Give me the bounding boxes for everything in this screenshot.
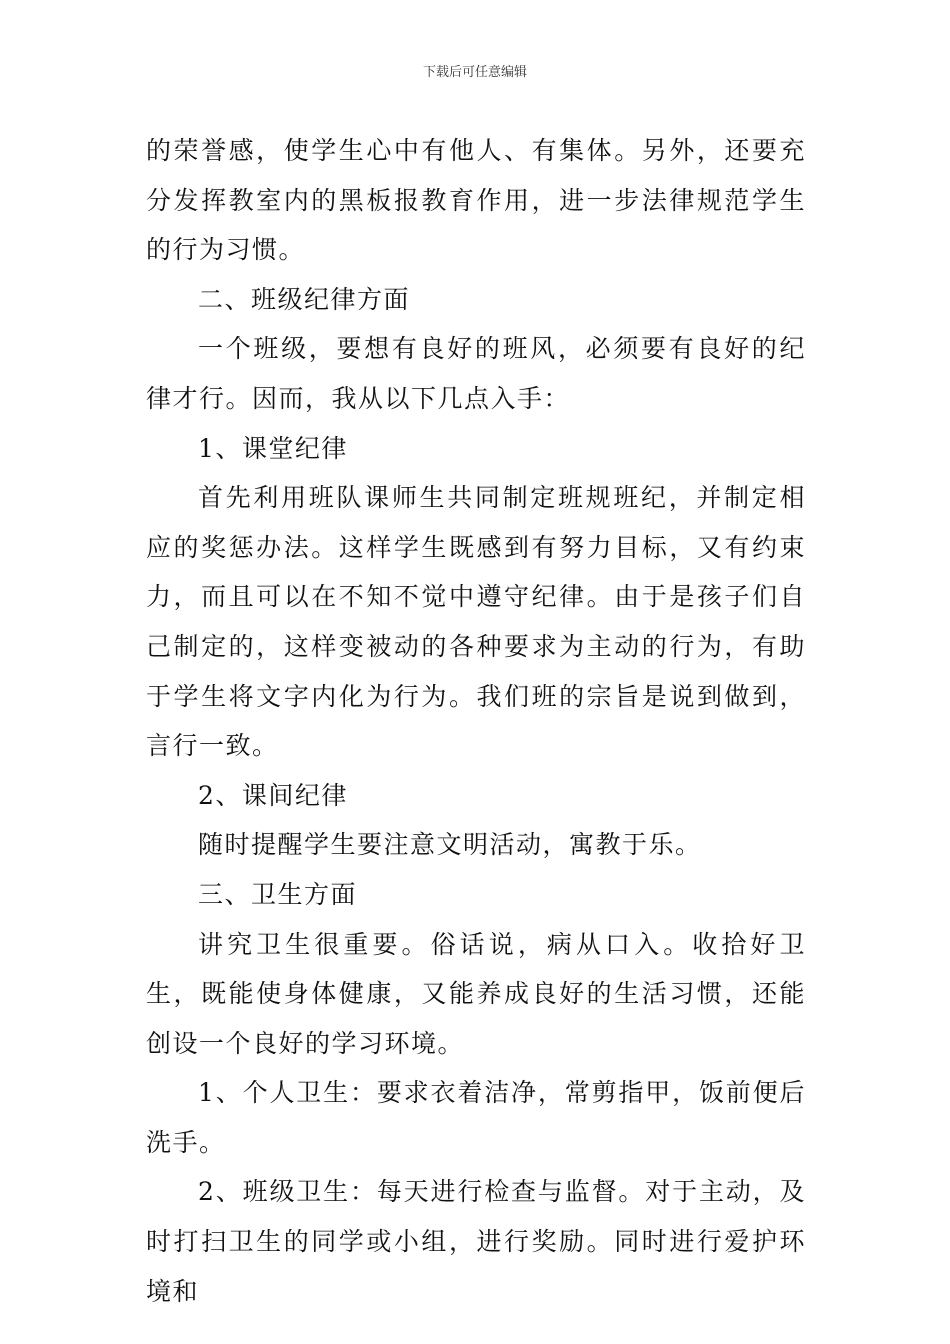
paragraph-personal-hygiene: 1、个人卫生：要求衣着洁净，常剪指甲，饭前便后洗手。 (146, 1078, 806, 1157)
subheading-break-discipline: 2、课间纪律 (198, 780, 348, 810)
document-body (146, 126, 806, 1316)
paragraph-2: 一个班级，要想有良好的班风，必须要有良好的纪律才行。因而，我从以下几点入手： (146, 334, 806, 413)
subheading-classroom-discipline: 1、课堂纪律 (198, 433, 348, 463)
page-header: 下载后可任意编辑 (422, 65, 527, 80)
paragraph-class-hygiene: 2、班级卫生：每天进行检查与监督。对于主动，及时打扫卫生的同学或小组，进行奖励。同时进行爱护环境和 (146, 1177, 806, 1306)
paragraph-5: 讲究卫生很重要。俗话说，病从口入。收拾好卫生，既能使身体健康，又能养成良好的生活习惯，还能创设一个良好的学习环境。 (146, 929, 806, 1058)
paragraph-3: 首先利用班队课师生共同制定班规班纪，并制定相应的奖惩办法。这样学生既感到有努力目标，又有约束力，而且可以在不知不觉中遵守纪律。由于是孩子们自己制定的，这样变被动的各种要求为主动的行为，有助于学生将文字内化为行为。我们班的宗旨是说到做到，言行一致。 (146, 483, 806, 761)
section-heading-discipline: 二、班级纪律方面 (198, 284, 411, 314)
paragraph-4: 随时提醒学生要注意文明活动，寓教于乐。 (198, 830, 702, 860)
section-heading-hygiene: 三、卫生方面 (198, 879, 358, 909)
paragraph-1: 的荣誉感，使学生心中有他人、有集体。另外，还要充分发挥教室内的黑板报教育作用，进一步法律规范学生的行为习惯。 (146, 136, 806, 265)
